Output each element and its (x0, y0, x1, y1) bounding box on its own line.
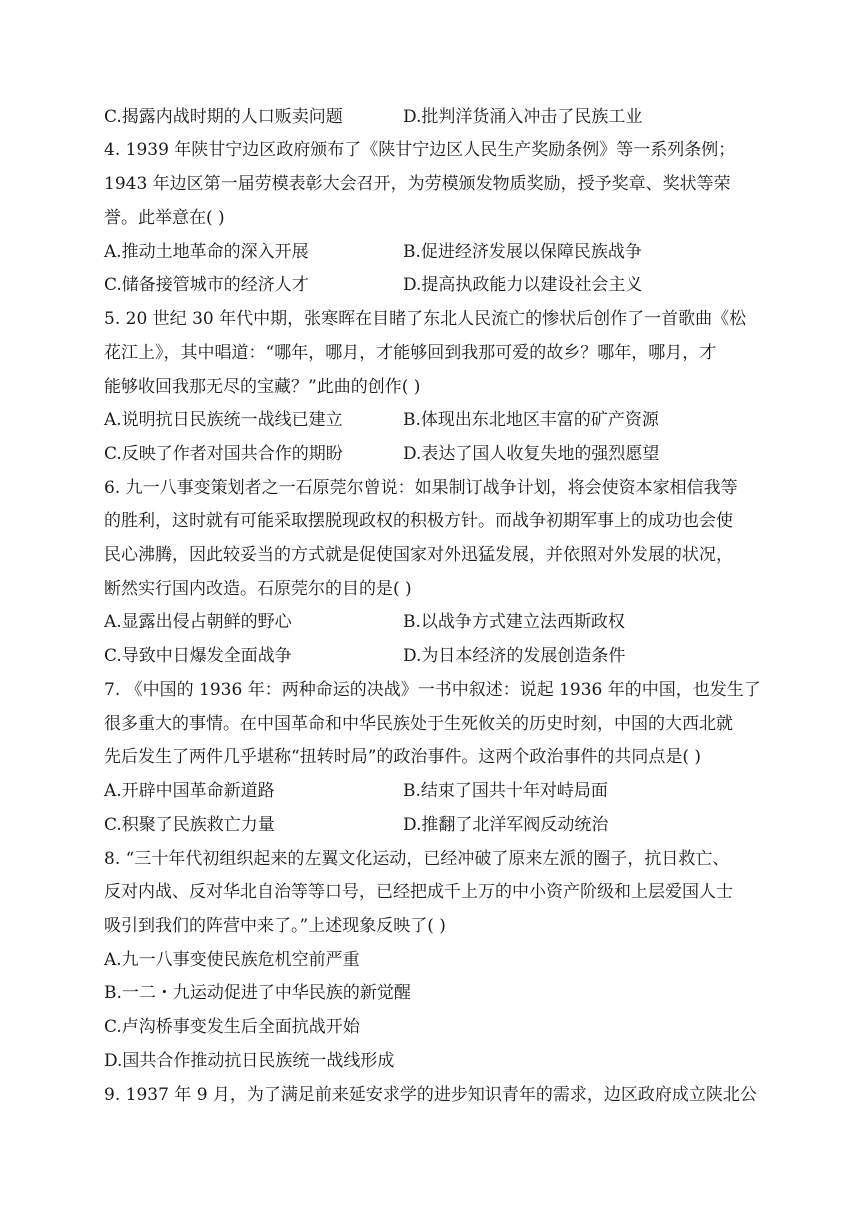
q7-option-a: A.开辟中国革命新道路 (104, 781, 275, 801)
q4-option-c: C.储备接管城市的经济人才 (104, 275, 309, 295)
q6-stem-line-1: 6. 九一八事变策划者之一石原莞尔曾说：如果制订战争计划，将会使资本家相信我等 (104, 478, 738, 498)
q4-option-b: B.促进经济发展以保障民族战争 (403, 242, 642, 262)
q6-option-d: D.为日本经济的发展创造条件 (403, 646, 626, 666)
q8-option-a: A.九一八事变使民族危机空前严重 (104, 950, 360, 970)
q6-option-a: A.显露出侵占朝鲜的野心 (104, 612, 292, 632)
q5-option-a: A.说明抗日民族统一战线已建立 (104, 410, 343, 430)
q7-option-b: B.结束了国共十年对峙局面 (403, 781, 608, 801)
q4-stem-line-3: 誉。此举意在( ) (104, 208, 225, 228)
q6-stem-line-4: 断然实行国内改造。石原莞尔的目的是( ) (104, 579, 412, 599)
q7-option-d: D.推翻了北洋军阀反动统治 (403, 815, 609, 835)
q4-stem-line-1: 4. 1939 年陕甘宁边区政府颁布了《陕甘宁边区人民生产奖励条例》等一系列条例； (104, 140, 736, 160)
q6-stem-line-3: 民心沸腾，因此较妥当的方式就是促使国家对外迅猛发展，并依照对外发展的状况， (104, 545, 733, 565)
q5-stem-line-1: 5. 20 世纪 30 年代中期，张寒晖在目睹了东北人民流亡的惨状后创作了一首歌曲《松 (104, 309, 747, 329)
q7-stem-line-2: 很多重大的事情。在中国革命和中华民族处于生死攸关的历史时刻，中国的大西北就 (104, 714, 733, 734)
q5-option-d: D.表达了国人收复失地的强烈愿望 (403, 444, 660, 464)
q3-option-c: C.揭露内战时期的人口贩卖问题 (104, 107, 343, 127)
q5-stem-line-3: 能够收回我那无尽的宝藏？”此曲的创作( ) (104, 377, 421, 397)
q7-stem-line-3: 先后发生了两件几乎堪称“扭转时局”的政治事件。这两个政治事件的共同点是( ) (104, 747, 702, 767)
q9-stem-line-1: 9. 1937 年 9 月，为了满足前来延安求学的进步知识青年的需求，边区政府成立陕北公 (104, 1085, 757, 1105)
q7-option-c: C.积聚了民族救亡力量 (104, 815, 275, 835)
q6-option-c: C.导致中日爆发全面战争 (104, 646, 292, 666)
q4-option-d: D.提高执政能力以建设社会主义 (403, 275, 643, 295)
q8-option-d: D.国共合作推动抗日民族统一战线形成 (104, 1051, 395, 1071)
q8-stem-line-3: 吸引到我们的阵营中来了。”上述现象反映了( ) (104, 916, 446, 936)
q4-option-a: A.推动土地革命的深入开展 (104, 242, 309, 262)
q7-stem-line-1: 7. 《中国的 1936 年：两种命运的决战》一书中叙述：说起 1936 年的中国，也发生了 (104, 680, 761, 700)
q5-stem-line-2: 花江上》，其中唱道：“哪年，哪月，才能够回到我那可爱的故乡？哪年，哪月，才 (104, 343, 717, 363)
q8-option-b: B.一二・九运动促进了中华民族的新觉醒 (104, 983, 411, 1003)
q3-option-d: D.批判洋货涌入冲击了民族工业 (403, 107, 643, 127)
q6-option-b: B.以战争方式建立法西斯政权 (403, 612, 625, 632)
q8-stem-line-1: 8. “三十年代初组织起来的左翼文化运动，已经冲破了原来左派的圈子，抗日救亡、 (104, 849, 730, 869)
q8-option-c: C.卢沟桥事变发生后全面抗战开始 (104, 1017, 360, 1037)
q6-stem-line-2: 的胜利，这时就有可能采取摆脱现政权的积极方针。而战争初期军事上的成功也会使 (104, 511, 733, 531)
q4-stem-line-2: 1943 年边区第一届劳模表彰大会召开，为劳模颁发物质奖励，授予奖章、奖状等荣 (104, 174, 731, 194)
q5-option-c: C.反映了作者对国共合作的期盼 (104, 444, 343, 464)
q5-option-b: B.体现出东北地区丰富的矿产资源 (403, 410, 659, 430)
q8-stem-line-2: 反对内战、反对华北自治等等口号，已经把成千上万的中小资产阶级和上层爱国人士 (104, 882, 733, 902)
